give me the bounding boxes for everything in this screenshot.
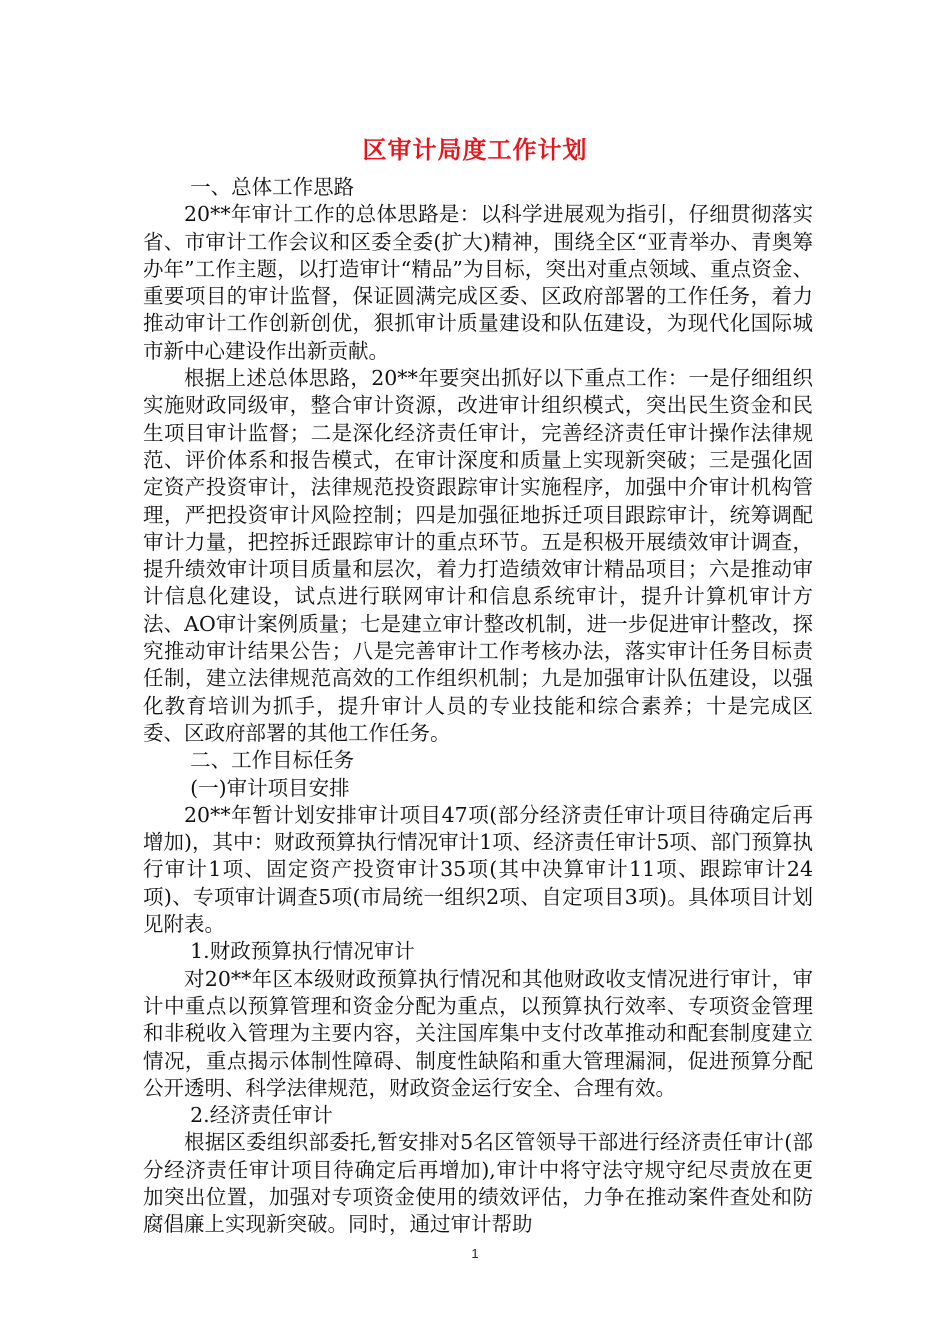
paragraph-economic-responsibility-audit: 根据区委组织部委托,暂安排对5名区管领导干部进行经济责任审计(部分经济责任审计项目待确定后再增加),审计中将守法守规守纪尽责放在更加突出位置，加强对专项资金使用的绩效评估，力争在推动案件查处和防腐倡廉上实现新突破。同时，通过审计帮助 xyxy=(143,1130,813,1237)
document-title: 区审计局度工作计划 xyxy=(362,136,588,164)
section-heading-goals: 二、工作目标任务 xyxy=(190,748,355,773)
paragraph-key-tasks: 根据上述总体思路，20**年要突出抓好以下重点工作：一是仔细组织实施财政同级审，整合审计资源，改进审计组织模式，突出民生资金和民生项目审计监督；二是深化经济责任审计，完善经济责任审计操作法律规范、评价体系和报告模式，在审计深度和质量上实现新突破；三是强化固定资产投资审计，法律规范投资跟踪审计实施程序，加强中介审计机构管理，严把投资审计风险控制；四是加强征地拆迁项目跟踪审计，统筹调配审计力量，把控拆迁跟踪审计的重点环节。五是积极开展绩效审计调查，提升绩效审计项目质量和层次，着力打造绩效审计精品项目；六是推动审计信息化建设，试点进行联网审计和信息系统审计，提升计算机审计方法、AO审计案例质量；七是建立审计整改机制，进一步促进审计整改，探究推动审计结果公告；八是完善审计工作考核办法，落实审计任务目标责任制，建立法律规范高效的工作组织机制；九是加强审计队伍建设，以强化教育培训为抓手，提升审计人员的专业技能和综合素养；十是完成区委、区政府部署的其他工作任务。 xyxy=(143,366,813,745)
paragraph-overall-approach: 20**年审计工作的总体思路是：以科学进展观为指引，仔细贯彻落实省、市审计工作会议和区委全委(扩大)精神，围绕全区“亚青举办、青奥筹办年”工作主题，以打造审计“精品”为目标，突出对重点领域、重点资金、重要项目的审计监督，保证圆满完成区委、区政府部署的工作任务，着力推动审计工作创新创优，狠抓审计质量建设和队伍建设，为现代化国际城市新中心建设作出新贡献。 xyxy=(143,202,813,363)
paragraph-audit-projects: 20**年暂计划安排审计项目47项(部分经济责任审计项目待确定后再增加)，其中：财政预算执行情况审计1项、经济责任审计5项、部门预算执行审计1项、固定资产投资审计35项(其中决算审计11项、跟踪审计24项)、专项审计调查5项(市局统一组织2项、自定项目3项)。具体项目计划见附表。 xyxy=(143,802,813,937)
item-heading-economic-responsibility-audit: 2.经济责任审计 xyxy=(190,1103,333,1128)
item-heading-budget-audit: 1.财政预算执行情况审计 xyxy=(190,939,415,964)
subsection-heading-audit-projects: (一)审计项目安排 xyxy=(190,775,350,800)
paragraph-budget-audit: 对20**年区本级财政预算执行情况和其他财政收支情况进行审计，审计中重点以预算管理和资金分配为重点，以预算执行效率、专项资金管理和非税收入管理为主要内容，关注国库集中支付改革推动和配套制度建立情况，重点揭示体制性障碍、制度性缺陷和重大管理漏洞，促进预算分配公开透明、科学法律规范，财政资金运行安全、合理有效。 xyxy=(143,966,813,1100)
page-number: 1 xyxy=(471,1246,479,1261)
document-body xyxy=(143,174,813,1239)
section-heading-overall-approach: 一、总体工作思路 xyxy=(190,175,355,199)
